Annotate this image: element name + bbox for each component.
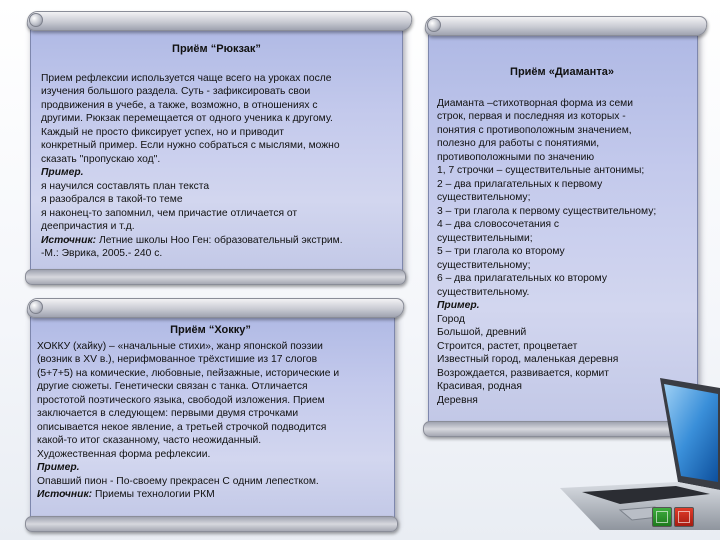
text-line: 2 – два прилагательных к первому [437, 178, 603, 190]
text-line: конкретный пример. Если нужно собраться с мыслями, можно [41, 140, 340, 151]
text-line: простотой поэтического языка, свободой изложения. Прием [37, 394, 325, 406]
text-line: полезно для работы с понятиями, [437, 138, 600, 149]
text-line: другими. Рюкзак перемещается от одного ученика к другому. [41, 113, 333, 124]
card-title: Приём «Диаманта» [510, 66, 614, 78]
source-line [41, 234, 392, 248]
laptop-icon [560, 370, 720, 530]
text-line: 5 – три глагола ко второму [437, 246, 565, 257]
text-line: существительному. [437, 286, 530, 298]
text-line: 4 – два словосочетания с [437, 219, 560, 230]
text-line: Прием рефлексии используется чаще всего на уроках после [41, 72, 332, 84]
example-label: Пример. [41, 167, 84, 178]
example-line: Известный город, маленькая деревня [437, 354, 619, 365]
text-line: строк, первая и последняя из которых - [437, 111, 626, 122]
text-line: 1, 7 строчки – существительные антонимы; [437, 165, 645, 176]
example-line: Красивая, родная [437, 381, 522, 392]
text-line: продвижения в учебе, а также, возможно, в отношениях с [41, 99, 318, 111]
source-line-2: -М.: Эврика, 2005.- 240 с. [41, 248, 163, 259]
text-line: 6 – два прилагательных ко второму [437, 273, 607, 284]
example-text: Опавший пион - По-своему прекрасен С одним лепестком. [37, 475, 319, 487]
text-line: ХОККУ (хайку) – «начальные стихи», жанр японской поэзии [37, 340, 323, 352]
text-line: (5+7+5) на комические, любовные, пейзажные, исторические и [37, 367, 340, 379]
text-line: какой-то итог сказанному, часто неожиданный. [37, 435, 262, 446]
text-line: изучения большого раздела. Суть - зафиксировать свои [41, 86, 311, 97]
source-text: Летние школы Ноо Ген: образовательный экстрим. [96, 234, 343, 246]
source-label: Источник: [41, 234, 97, 246]
example-label: Пример. [37, 462, 80, 473]
card-ryukzak [30, 20, 403, 278]
example-label: Пример. [437, 300, 480, 311]
text-line: описывается некое явление, а третьей строчкой подводится [37, 421, 327, 433]
text-line: Художественная форма рефлексии. [37, 448, 211, 460]
source-line [37, 488, 384, 502]
example-line: Большой, древний [437, 327, 527, 338]
text-line: 3 – три глагола к первому существительному; [437, 205, 657, 217]
text-line: Диаманта –стихотворная форма из семи [437, 97, 634, 109]
text-line: существительному; [437, 192, 531, 203]
card-title: Приём “Хокку” [170, 324, 251, 336]
text-line: противоположными по значению [437, 151, 595, 163]
example-line: деепричастия и т.д. [41, 221, 135, 232]
text-line: другие сюжеты. Генетически связан с танка. Отличается [37, 381, 308, 392]
example-line: Город [437, 313, 465, 325]
card-hokku [30, 307, 395, 525]
text-line: (возник в XV в.), нерифмованное трёхстишие из 17 слогов [37, 354, 318, 365]
text-line: понятия с противоположным значением, [437, 124, 632, 136]
example-line: Деревня [437, 394, 478, 406]
example-line: я наконец-то запомнил, чем причастие отличается от [41, 207, 298, 219]
text-line: Каждый не просто фиксирует успех, но и приводит [41, 126, 285, 138]
example-line: Строится, растет, процветает [437, 340, 578, 352]
text-line: сказать "пропускаю ход". [41, 153, 161, 165]
close-button[interactable] [674, 507, 694, 527]
source-label: Источник: [37, 489, 93, 500]
card-title: Приём “Рюкзак” [172, 43, 261, 55]
example-line: я разобрался в такой-то теме [41, 194, 183, 205]
text-line: заключается в следующем: первыми двумя строчками [37, 408, 299, 419]
forward-button[interactable] [652, 507, 672, 527]
example-line: я научился составлять план текста [41, 180, 210, 192]
example-line: Возрождается, развивается, кормит [437, 367, 610, 379]
text-line: существительными; [437, 232, 533, 244]
text-line: существительному; [437, 259, 531, 271]
source-text: Приемы технологии РКМ [92, 489, 215, 500]
